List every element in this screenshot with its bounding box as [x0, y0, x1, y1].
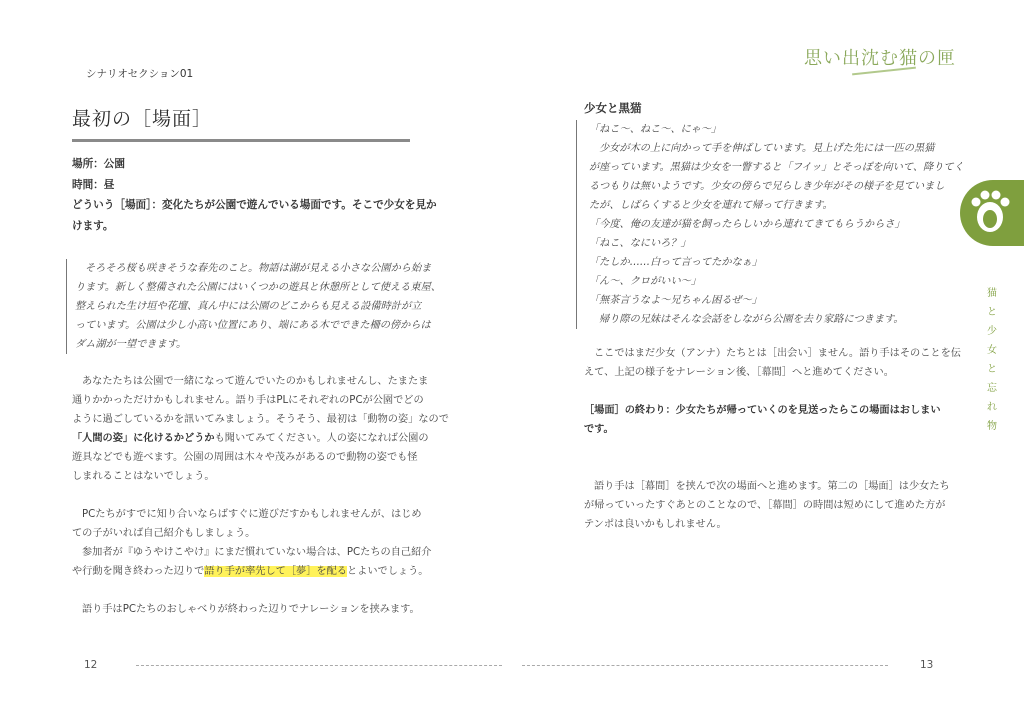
paragraph-line: ように過ごしているかを訊いてみましょう。そうそう、最初は「動物の姿」なので: [72, 414, 449, 425]
dialogue-line: 帰り際の兄妹はそんな会話をしながら公園を去り家路につきます。: [599, 314, 904, 325]
scene-subtitle: 少女と黒猫: [584, 101, 642, 115]
paragraph-line: あなたたちは公園で一緒になって遊んでいたのかもしれませんし、たまたま: [82, 376, 429, 387]
narration-block: [66, 259, 441, 354]
dialogue-line: 「無茶言うなよ〜兄ちゃん困るぜ〜」: [589, 295, 762, 306]
narration-line: そろそろ桜も咲きそうな春先のこと。物語は湖が見える小さな公園から始ま: [85, 263, 432, 274]
paragraph-line: PCたちがすでに知り合いならばすぐに遊びだすかもしれませんが、はじめ: [82, 509, 422, 520]
footer-divider: [522, 665, 888, 666]
emphasis-text: 「人間の姿」に化けるかどうか: [72, 433, 215, 444]
page-title: 最初の［場面］: [72, 108, 213, 130]
paragraph-line: えて、上記の様子をナレーション後、［幕間］へと進めてください。: [584, 367, 894, 378]
meta-time: 時間：昼: [72, 178, 115, 191]
narration-line: ります。新しく整備された公園にはいくつかの遊具と休憩所として使える東屋、: [75, 282, 441, 293]
paw-icon: [970, 190, 1010, 236]
dialogue-line: 「ねこ〜、ねこ〜、にゃ〜」: [589, 124, 722, 135]
page-number: 13: [920, 659, 934, 671]
dialogue-line: が座っています。黒猫は少女を一瞥すると「フイッ」とそっぽを向いて、降りてく: [589, 162, 964, 173]
right-page: [512, 0, 1024, 723]
meta-description: どういう［場面］：変化たちが公園で遊んでいる場面です。そこで少女を見か: [72, 199, 437, 211]
chapter-tab: [960, 180, 1024, 246]
scene-meta: [72, 154, 437, 236]
dialogue-line: たが、しばらくすると少女を連れて帰って行きます。: [589, 200, 833, 211]
narration-line: っています。公園は少し小高い位置にあり、端にある木でできた柵の傍からは: [75, 320, 431, 331]
dialogue-line: 「ねこ、なにいろ？」: [589, 238, 691, 249]
paragraph-line: が帰っていったすぐあとのことなので、［幕間］の時間は短めにして進めた方が: [584, 500, 946, 511]
body-text: [584, 344, 961, 534]
paragraph-line: 遊具などでも遊べます。公園の周囲は木々や茂みがあるので動物の姿でも怪: [72, 452, 418, 463]
highlighted-text: 語り手が率先して［夢］を配る: [204, 566, 347, 577]
page-number: 12: [84, 659, 98, 671]
footer-divider: [136, 665, 502, 666]
paragraph-line: しまれることはないでしょう。: [72, 471, 215, 482]
paragraph-line: ての子がいれば自己紹介もしましょう。: [72, 528, 256, 539]
meta-location: 場所：公園: [72, 158, 125, 170]
narration-line: ダム湖が一望できます。: [75, 339, 187, 350]
paragraph-line: や行動を聞き終わった辺りで語り手が率先して［夢］を配るとよいでしょう。: [72, 566, 429, 577]
section-label: シナリオセクション01: [86, 68, 194, 80]
body-text: [72, 372, 449, 619]
scene-end-line: です。: [584, 424, 614, 435]
paragraph-line: ここではまだ少女（アンナ）たちとは［出会い］ません。語り手はそのことを伝: [594, 348, 961, 359]
dialogue-line: るつもりは無いようです。少女の傍らで兄らしき少年がその様子を見ていまし: [589, 181, 945, 192]
dialogue-line: 「たしか……白って言ってたかなぁ」: [589, 257, 763, 268]
paragraph-line: 通りかかっただけかもしれません。語り手はPLにそれぞれのPCが公園でどの: [72, 395, 424, 406]
dialogue-line: 「今度、俺の友達が猫を飼ったらしいから連れてきてもらうからさ」: [589, 219, 905, 230]
paragraph-line: テンポは良いかもしれません。: [584, 519, 727, 530]
narration-line: 整えられた生け垣や花壇、真ん中には公園のどこからも見える設備時計が立: [75, 301, 422, 312]
dialogue-line: 少女が木の上に向かって手を伸ばしています。見上げた先には一匹の黒猫: [599, 143, 935, 154]
title-underline: [72, 139, 410, 142]
book-logo: 思い出沈む猫の匣: [804, 48, 956, 69]
vertical-scenario-title: 猫 と 少 女 と 忘 れ 物: [987, 288, 997, 432]
scene-end-line: ［場面］の終わり：少女たちが帰っていくのを見送ったらこの場面はおしまい: [584, 405, 941, 416]
meta-description-cont: けます。: [72, 219, 114, 232]
dialogue-block: [576, 120, 964, 329]
paragraph-line: 参加者が『ゆうやけこやけ』にまだ慣れていない場合は、PCたちの自己紹介: [82, 547, 432, 558]
paragraph-line: 語り手は［幕間］を挟んで次の場面へと進めます。第二の［場面］は少女たち: [594, 481, 950, 492]
dialogue-line: 「ん〜、クロがいい〜」: [589, 276, 702, 287]
paragraph-line: 「人間の姿」に化けるかどうかも聞いてみてください。人の姿になれば公園の: [72, 433, 429, 444]
paragraph-line: 語り手はPCたちのおしゃべりが終わった辺りでナレーションを挟みます。: [82, 604, 420, 615]
